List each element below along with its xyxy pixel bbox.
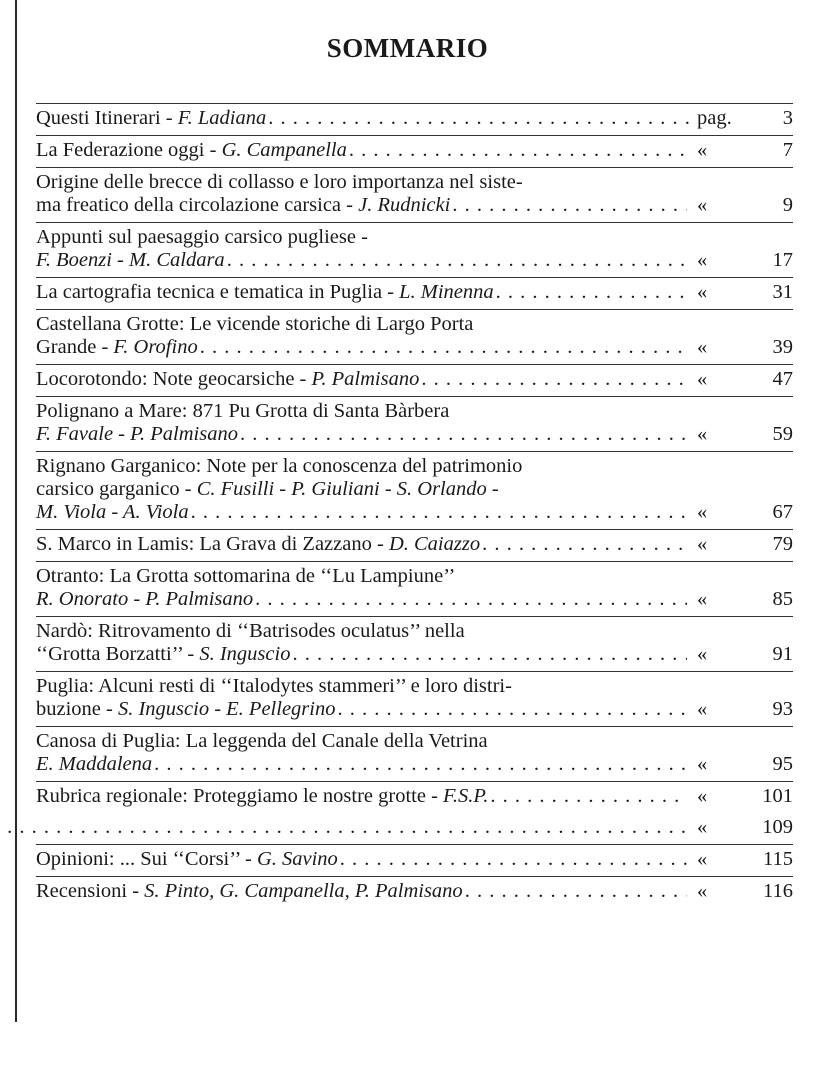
dot-leader: [335, 698, 687, 721]
toc-entry-line: [36, 643, 687, 666]
toc-entry: [36, 223, 793, 278]
table-of-contents: [36, 103, 793, 908]
toc-entry-text: [36, 816, 687, 839]
entry-title-text: Castellana Grotte: Le vicende storiche di Largo Porta: [36, 313, 474, 335]
toc-entry-line: [36, 139, 687, 162]
page-number: 47: [772, 368, 793, 390]
toc-entry: [36, 452, 793, 530]
toc-entry-text: [36, 281, 687, 304]
toc-entry-text: [36, 565, 687, 611]
toc-entry-text: [36, 730, 687, 776]
page-mark: «: [697, 139, 708, 161]
entry-author: F. Boenzi - M. Caldara: [36, 249, 225, 271]
toc-entry-line: [36, 194, 687, 217]
entry-author: L. Minenna: [399, 281, 494, 303]
page-reference: [687, 139, 793, 162]
toc-entry: [36, 845, 793, 877]
toc-entry: [36, 310, 793, 365]
page-mark: «: [697, 880, 708, 902]
toc-entry-text: [36, 313, 687, 359]
entry-author: J. Rudnicki: [358, 194, 451, 216]
toc-entry-line: [36, 675, 687, 698]
page-reference: [687, 423, 793, 446]
page-number: 79: [772, 533, 793, 555]
dot-leader: [419, 368, 687, 391]
page-reference: [687, 785, 793, 808]
page-mark: «: [697, 336, 708, 358]
page-number: 17: [772, 249, 793, 271]
toc-entry: [36, 617, 793, 672]
page-mark: «: [697, 698, 708, 720]
page-mark: «: [697, 848, 708, 870]
toc-entry-line: [36, 880, 687, 903]
entry-title-text: Locorotondo: Note geocarsiche -: [36, 368, 312, 390]
dot-leader: [0, 816, 687, 839]
toc-entry-text: [36, 171, 687, 217]
dot-leader: [152, 753, 687, 776]
entry-title-text: ma freatico della circolazione carsica -: [36, 194, 359, 216]
dot-leader: [266, 107, 693, 130]
left-margin-rule: [15, 0, 17, 1022]
entry-title-text: S. Marco in Lamis: La Grava di Zazzano -: [36, 533, 389, 555]
toc-entry: [36, 782, 793, 813]
toc-entry-line: [36, 698, 687, 721]
toc-entry-text: [36, 620, 687, 666]
page-reference: [687, 194, 793, 217]
entry-title-text: La Federazione oggi -: [36, 139, 222, 161]
toc-entry: [36, 168, 793, 223]
page-number: 95: [772, 753, 793, 775]
page-reference: [687, 501, 793, 524]
entry-title-text: Origine delle brecce di collasso e loro importanza nel siste-: [36, 171, 523, 193]
entry-author: S. Inguscio: [199, 643, 291, 665]
entry-title-text: Rubrica regionale: Proteggiamo le nostre grotte -: [36, 785, 444, 807]
entry-author: G. Campanella: [221, 139, 347, 161]
dot-leader: [290, 643, 687, 666]
page-mark: «: [697, 533, 708, 555]
page-reference: [687, 533, 793, 556]
entry-title-text: Nardò: Ritrovamento di ‘‘Batrisodes oculatus’’ nella: [36, 620, 465, 642]
entry-title-text: Canosa di Puglia: La leggenda del Canale della Vetrina: [36, 730, 488, 752]
toc-entry: [36, 530, 793, 562]
entry-title-text: Otranto: La Grotta sottomarina de ‘‘Lu Lampiune’’: [36, 565, 456, 587]
page-mark: «: [697, 368, 708, 390]
entry-title-text: Appunti sul paesaggio carsico pugliese -: [36, 226, 368, 248]
dot-leader: [198, 336, 687, 359]
toc-entry-line: [36, 226, 687, 249]
page-number: 91: [772, 643, 793, 665]
dot-leader: [238, 423, 687, 446]
page-reference: [687, 368, 793, 391]
entry-author: G. Savino: [256, 848, 338, 870]
entry-author: S. Pinto, G. Campanella, P. Palmisano: [144, 880, 463, 902]
toc-entry-text: [36, 880, 687, 903]
toc-entry-line: [36, 455, 687, 478]
entry-title-text: Recensioni -: [36, 880, 145, 902]
page-number: 39: [772, 336, 793, 358]
toc-entry-text: [36, 368, 687, 391]
toc-entry-line: [36, 753, 687, 776]
toc-entry-text: [36, 848, 687, 871]
toc-entry-text: [36, 675, 687, 721]
page-reference: [687, 643, 793, 666]
toc-entry-line: [36, 565, 687, 588]
toc-entry-text: [36, 455, 687, 524]
dot-leader: [480, 533, 687, 556]
toc-entry: [36, 136, 793, 168]
toc-entry-line: [36, 171, 687, 194]
toc-entry-line: [36, 281, 687, 304]
page-number: 9: [782, 194, 793, 216]
page-number: 31: [772, 281, 793, 303]
toc-entry-line: [36, 478, 687, 501]
entry-author: P. Palmisano: [311, 368, 420, 390]
toc-entry-line: [36, 107, 693, 130]
toc-entry-line: [36, 336, 687, 359]
entry-title-text: ‘‘Grotta Borzatti’’ -: [36, 643, 200, 665]
entry-author: F. Ladiana: [177, 107, 267, 129]
page-reference: [687, 281, 793, 304]
toc-entry-line: [36, 368, 687, 391]
page-reference: [687, 880, 793, 903]
toc-entry-line: [36, 785, 687, 808]
toc-entry-line: [36, 313, 687, 336]
entry-title-text: Grande -: [36, 336, 114, 358]
toc-entry: [36, 672, 793, 727]
page-title: SOMMARIO: [326, 33, 489, 63]
toc-entry: [36, 813, 793, 845]
page-mark: «: [697, 281, 708, 303]
entry-author: E. Maddalena: [36, 753, 153, 775]
page-mark: «: [697, 785, 708, 807]
page-mark: «: [697, 194, 708, 216]
toc-entry: [36, 104, 793, 136]
entry-title-text: Rignano Garganico: Note per la conoscenza del patrimonio: [36, 455, 523, 477]
toc-entry-line: [36, 620, 687, 643]
toc-entry-text: [36, 785, 687, 808]
page-mark: «: [697, 643, 708, 665]
toc-entry-line: [36, 730, 687, 753]
page-mark: «: [697, 588, 708, 610]
entry-author: S. Inguscio - E. Pellegrino: [117, 698, 336, 720]
page-reference: [687, 816, 793, 839]
entry-author: D. Caiazzo: [388, 533, 481, 555]
page-reference: [693, 107, 793, 130]
page-mark: «: [697, 816, 708, 838]
dot-leader: [189, 501, 687, 524]
entry-title-text: Puglia: Alcuni resti di ‘‘Italodytes stammeri’’ e loro distri-: [36, 675, 512, 697]
toc-entry-text: [36, 107, 693, 130]
page-mark: «: [697, 249, 708, 271]
dot-leader: [450, 194, 687, 217]
page-number: 101: [762, 785, 793, 807]
page-reference: [687, 698, 793, 721]
entry-title-text: Polignano a Mare: 871 Pu Grotta di Santa Bàrbera: [36, 400, 450, 422]
entry-author: R. Onorato - P. Palmisano: [36, 588, 254, 610]
page-reference: [687, 848, 793, 871]
page-mark: «: [697, 753, 708, 775]
page-number: 59: [772, 423, 793, 445]
toc-entry: [36, 397, 793, 452]
entry-title-text: buzione -: [36, 698, 118, 720]
toc-entry-text: [36, 226, 687, 272]
page-mark: «: [697, 501, 708, 523]
toc-entry-line: [36, 533, 687, 556]
page-number: 85: [772, 588, 793, 610]
page-mark: pag.: [697, 107, 732, 129]
entry-author: F. Orofino: [113, 336, 198, 358]
page-reference: [687, 753, 793, 776]
page-number: 93: [772, 698, 793, 720]
page-number: 7: [782, 139, 793, 161]
entry-title-text: Questi Itinerari -: [36, 107, 178, 129]
toc-entry-text: [36, 400, 687, 446]
dot-leader: [347, 139, 687, 162]
toc-entry-text: [36, 139, 687, 162]
dot-leader: [253, 588, 687, 611]
page-reference: [687, 249, 793, 272]
page-reference: [687, 588, 793, 611]
entry-author: F. Favale - P. Palmisano: [36, 423, 238, 445]
toc-entry-line: [36, 249, 687, 272]
dot-leader: [338, 848, 687, 871]
entry-title-text: carsico garganico -: [36, 478, 197, 500]
entry-title-text: Opinioni: ... Sui ‘‘Corsi’’ -: [36, 848, 257, 870]
entry-author: F.S.P.: [443, 785, 489, 807]
dot-leader: [494, 281, 687, 304]
toc-entry-line: [36, 588, 687, 611]
toc-entry-line: [36, 423, 687, 446]
toc-entry: [36, 562, 793, 617]
page-mark: «: [697, 423, 708, 445]
toc-entry: [36, 365, 793, 397]
entry-author: M. Viola - A. Viola: [36, 501, 189, 523]
entry-author: C. Fusilli - P. Giuliani - S. Orlando -: [196, 478, 499, 500]
toc-entry: [36, 877, 793, 908]
dot-leader: [488, 785, 687, 808]
toc-entry-line: [36, 501, 687, 524]
page-number: 67: [772, 501, 793, 523]
page-number: 109: [762, 816, 793, 838]
page-number: 116: [763, 880, 793, 902]
dot-leader: [463, 880, 687, 903]
toc-entry: [36, 727, 793, 782]
toc-entry-line: [36, 400, 687, 423]
page-reference: [687, 336, 793, 359]
toc-entry-line: [36, 816, 687, 839]
toc-entry-line: [36, 848, 687, 871]
dot-leader: [225, 249, 687, 272]
toc-entry-text: [36, 533, 687, 556]
toc-entry: [36, 278, 793, 310]
entry-title-text: La cartografia tecnica e tematica in Puglia -: [36, 281, 400, 303]
page-number: 3: [782, 107, 793, 129]
page-number: 115: [763, 848, 793, 870]
